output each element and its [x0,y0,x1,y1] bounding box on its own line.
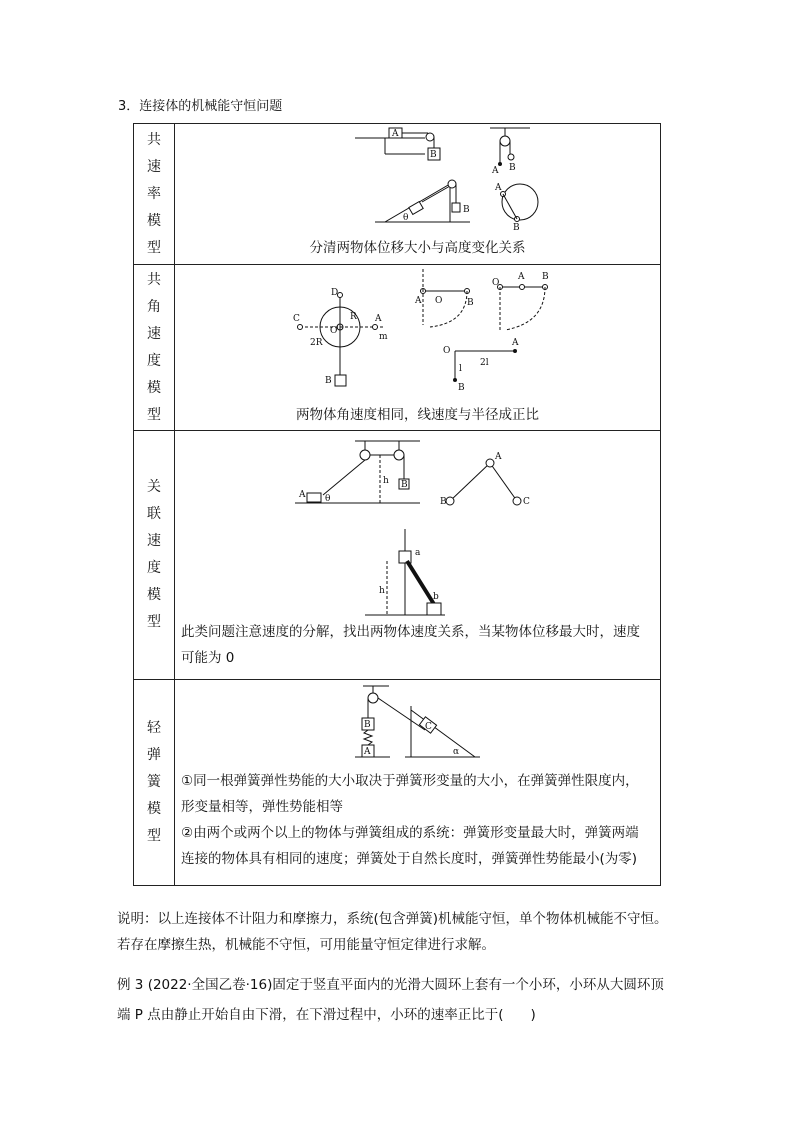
svg-text:B: B [458,383,465,393]
svg-text:B: B [467,298,474,308]
svg-text:h: h [383,476,389,486]
table-row [134,124,661,265]
same-angular-speed-figure [175,265,663,399]
svg-text:C: C [293,314,300,324]
models-table [133,123,661,886]
svg-text:D: D [331,288,339,298]
svg-text:2R: 2R [310,338,323,348]
svg-text:B: B [463,205,470,215]
svg-text:A: A [495,183,502,193]
spring-figure [175,680,663,768]
svg-text:A: A [495,452,502,462]
example-text-line2: 端 P 点由静止开始自由下滑，在下滑过程中，小环的速率正比于( ) [117,1007,536,1023]
same-speed-figure [175,124,663,232]
svg-text:A: A [415,296,422,306]
row-label-cell [134,680,175,886]
svg-text:m: m [379,332,388,342]
svg-text:B: B [542,272,549,282]
row-label: 共 角 速 度 模 型 [147,271,161,423]
row-content-cell [175,265,661,431]
svg-text:B: B [401,480,408,490]
svg-text:A: A [364,747,371,757]
svg-text:A: A [518,272,525,282]
row-caption: 两物体角速度相同，线速度与半径成正比 [296,407,539,423]
table-row [134,431,661,680]
example-label: 例 3 [117,977,144,993]
label-b: B [430,150,437,160]
svg-text:h: h [379,586,385,596]
svg-text:A: A [492,166,499,176]
section-heading: 3．连接体的机械能守恒问题 [118,99,283,114]
svg-text:B: B [513,223,520,232]
row-content-cell [175,431,661,680]
svg-text:O: O [435,296,443,306]
example-text: 固定于竖直平面内的光滑大圆环上套有一个小环，小环从大圆环顶 [272,977,664,993]
svg-text:2l: 2l [480,358,489,368]
row-label: 关 联 速 度 模 型 [147,479,161,630]
svg-text:A: A [299,490,306,500]
svg-text:R: R [350,312,357,322]
row-label: 共 速 率 模 型 [147,131,161,256]
svg-text:O: O [330,326,338,336]
row-label: 轻 弹 簧 模 型 [147,720,161,844]
svg-text:B: B [325,376,332,386]
svg-text:C: C [425,722,432,732]
row-label-cell [134,124,175,265]
svg-text:O: O [492,278,500,288]
row-description: ①同一根弹簧弹性势能的大小取决于弹簧形变量的大小，在弹簧弹性限度内， 形变量相等，弹性势能相等 ②由两个或两个以上的物体与弹簧组成的系统：弹簧形变量最大时，弹簧两端 连接的物体具有相同的速度；弹簧处于自然长度时，弹簧弹性势能最小(为零) [181,773,639,867]
row-label-cell [134,265,175,431]
svg-text:θ: θ [403,213,409,223]
explanation-note: 说明：以上连接体不计阻力和摩擦力，系统(包含弹簧)机械能守恒，单个物体机械能不守恒。 若存在摩擦生热，机械能不守恒，可用能量守恒定律进行求解。 [117,911,668,953]
svg-text:A: A [512,338,519,348]
svg-text:l: l [459,364,462,374]
svg-text:b: b [433,592,439,602]
svg-text:α: α [453,747,460,757]
svg-text:C: C [523,497,530,507]
row-label-cell [134,431,175,680]
svg-text:B: B [364,720,371,730]
svg-text:θ: θ [325,494,331,504]
svg-text:O: O [443,346,451,356]
example-problem [117,970,677,1030]
table-row [134,265,661,431]
row-description: 此类问题注意速度的分解，找出两物体速度关系，当某物体位移最大时，速度 可能为 0 [181,624,640,666]
example-source: (2022·全国乙卷·16) [147,977,273,993]
row-caption: 分清两物体位移大小与高度变化关系 [309,240,526,256]
label-a: A [392,129,399,139]
svg-text:a: a [415,548,421,558]
svg-text:B: B [440,497,447,507]
svg-text:A: A [375,314,382,324]
row-content-cell [175,124,661,265]
table-row [134,680,661,886]
related-speed-figure [175,431,663,619]
row-content-cell [175,680,661,886]
svg-text:B: B [509,163,516,173]
